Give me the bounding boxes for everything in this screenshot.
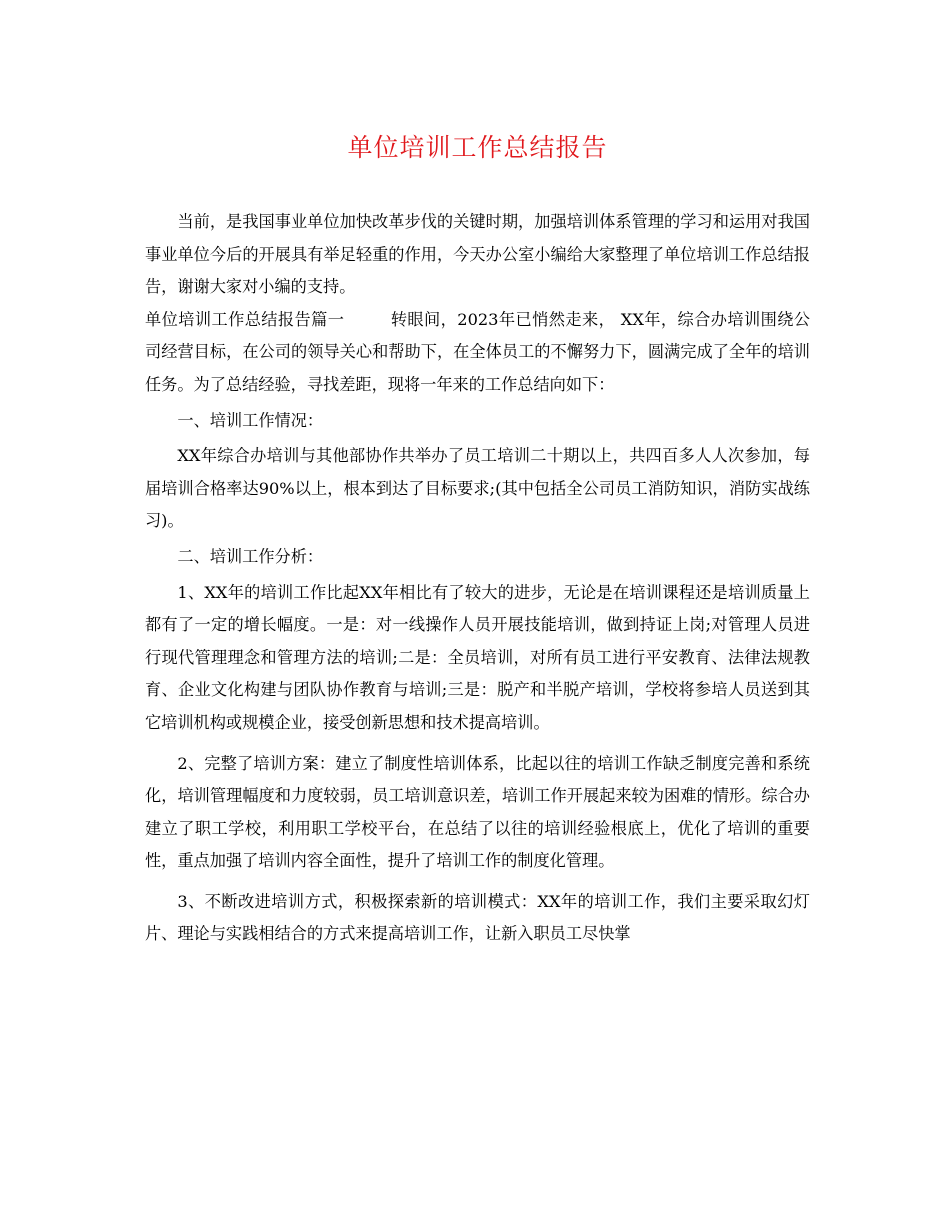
part2-heading: 二、培训工作分析： (177, 546, 324, 566)
intro-paragraph: 当前，是我国事业单位加快改革步伐的关键时期，加强培训体系管理的学习和运用对我国事业单位今后的开展具有举足轻重的作用，今天办公室小编给大家整理了单位培训工作总结报告，谢谢大家对小编的支持。 (145, 212, 810, 297)
part1-heading: 一、培训工作情况： (177, 410, 324, 430)
section-paragraph (145, 304, 810, 402)
document-title: 单位培训工作总结报告 (347, 133, 608, 162)
document-body (145, 206, 810, 951)
section-intro: 转眼间，2023年已悄然走来， XX年，综合办培训围绕公司经营目标，在公司的领导关心和帮助下，在全体员工的不懈努力下，圆满完成了全年的培训任务。为了总结经验，寻找差距，现将一年来的工作总结向如下： (145, 309, 810, 394)
part1-paragraph: XX年综合办培训与其他部协作共举办了员工培训二十期以上，共四百多人人次参加，每届培训合格率达90%以上，根本到达了目标要求;(其中包括全公司员工消防知识，消防实战练习)。 (145, 446, 810, 531)
section-heading: 单位培训工作总结报告篇一 (145, 309, 345, 329)
item3-paragraph: 3、不断改进培训方式，积极探索新的培训模式：XX年的培训工作，我们主要采取幻灯片、理论与实践相结合的方式来提高培训工作，让新入职员工尽快掌 (145, 891, 810, 944)
item1-paragraph: 1、XX年的培训工作比起XX年相比有了较大的进步，无论是在培训课程还是培训质量上都有了一定的增长幅度。一是：对一线操作人员开展技能培训，做到持证上岗;对管理人员进行现代管理理念和管理方法的培训;二是：全员培训，对所有员工进行平安教育、法律法规教育、企业文化构建与团队协作教育与培训;三是：脱产和半脱产培训，学校将参培人员送到其它培训机构或规模企业，接受创新思想和技术提高培训。 (145, 582, 810, 732)
item2-paragraph: 2、完整了培训方案：建立了制度性培训体系，比起以往的培训工作缺乏制度完善和系统化，培训管理幅度和力度较弱，员工培训意识差，培训工作开展起来较为困难的情形。综合办建立了职工学校，利用职工学校平台，在总结了以往的培训经验根底上，优化了培训的重要性，重点加强了培训内容全面性，提升了培训工作的制度化管理。 (145, 753, 810, 871)
